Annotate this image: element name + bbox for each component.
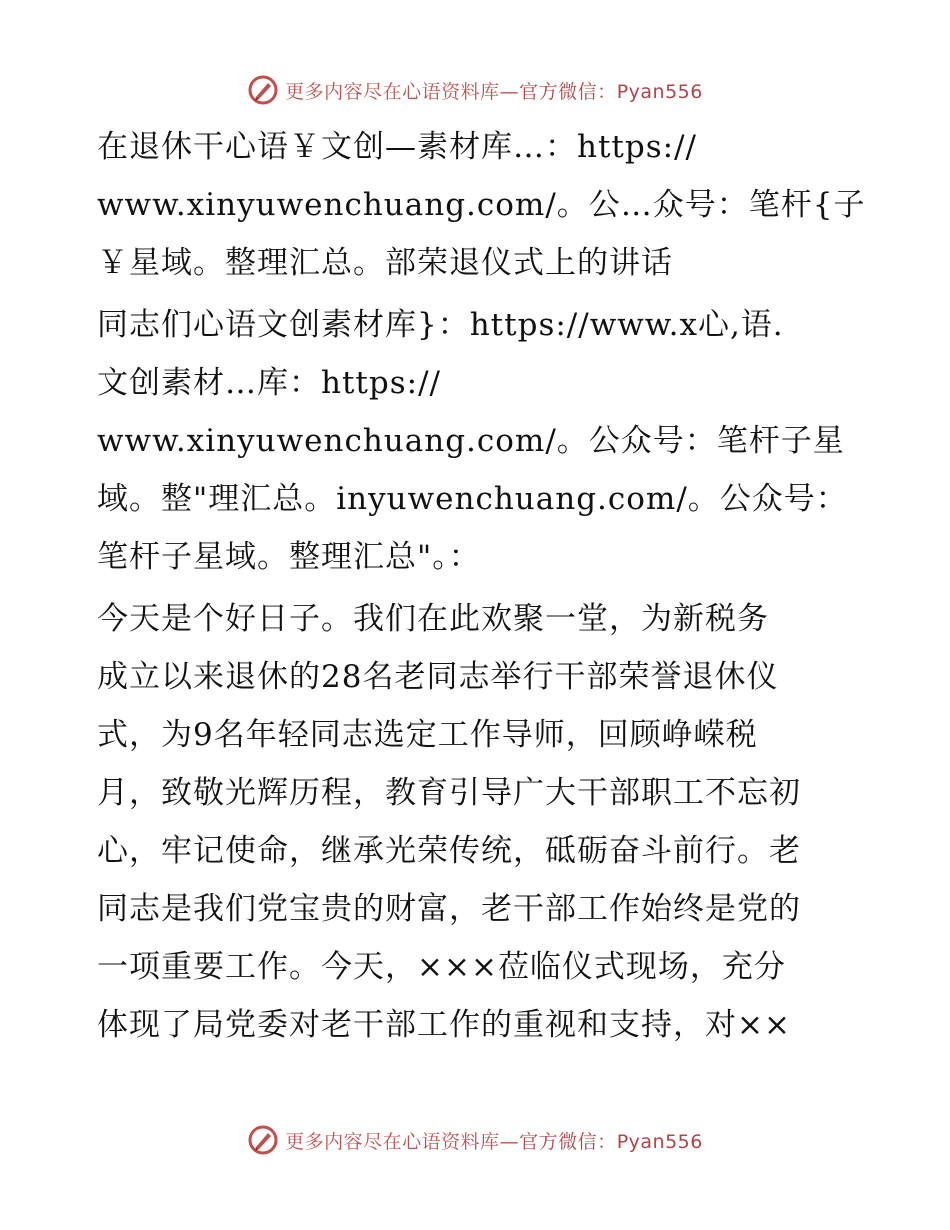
header-banner-title: 更多内容尽在心语资料库 xyxy=(285,80,500,103)
header-wechat-id: Pyan556 xyxy=(616,80,703,103)
text-line: 今天是个好日子。我们在此欢聚一堂，为新税务 xyxy=(97,601,769,637)
text-line: 文创素材…库：https:// xyxy=(97,365,441,401)
paragraph-2 xyxy=(97,296,857,586)
text-line: 域。整"理汇总。inyuwenchuang.com/。公众号： xyxy=(97,481,848,517)
text-line: 同志们心语文创素材库}：https://www.x心,语. xyxy=(97,307,784,343)
text-line: 一项重要工作。今天，×××莅临仪式现场，充分 xyxy=(97,949,786,985)
text-line: www.xinyuwenchuang.com/。公…众号：笔杆{子 xyxy=(97,187,866,223)
text-line: 月，致敬光辉历程，教育引导广大干部职工不忘初 xyxy=(97,775,801,811)
text-line: www.xinyuwenchuang.com/。公众号：笔杆子星 xyxy=(97,423,845,459)
header-banner xyxy=(0,70,950,110)
text-line: 在退休干心语￥文创—素材库…：https:// xyxy=(97,129,697,165)
text-line: ￥星域。整理汇总。部荣退仪式上的讲话 xyxy=(97,245,673,281)
pen-logo-icon xyxy=(247,74,279,106)
paragraph-1 xyxy=(97,118,866,292)
header-banner-dash: — xyxy=(499,80,520,103)
paragraph-3 xyxy=(97,590,857,1054)
pen-logo-icon xyxy=(247,1124,279,1156)
footer-wechat-id: Pyan556 xyxy=(616,1130,703,1153)
text-line: 成立以来退休的28名老同志举行干部荣誉退休仪 xyxy=(97,659,779,695)
text-line: 心，牢记使命，继承光荣传统，砥砺奋斗前行。老 xyxy=(97,833,801,869)
text-line: 同志是我们党宝贵的财富，老干部工作始终是党的 xyxy=(97,891,801,927)
text-line: 式，为9名年轻同志选定工作导师，回顾峥嵘税 xyxy=(97,717,758,753)
footer-banner-text xyxy=(285,1127,703,1154)
text-line: 体现了局党委对老干部工作的重视和支持，对×× xyxy=(97,1007,791,1043)
header-banner-text xyxy=(285,77,703,104)
footer-banner-dash: — xyxy=(499,1130,520,1153)
footer-wechat-label: 官方微信： xyxy=(519,1130,617,1153)
footer-banner-title: 更多内容尽在心语资料库 xyxy=(285,1130,500,1153)
footer-banner xyxy=(0,1120,950,1160)
document-body xyxy=(97,118,866,1058)
text-line: 笔杆子星域。整理汇总"。： xyxy=(97,539,481,575)
header-wechat-label: 官方微信： xyxy=(519,80,617,103)
